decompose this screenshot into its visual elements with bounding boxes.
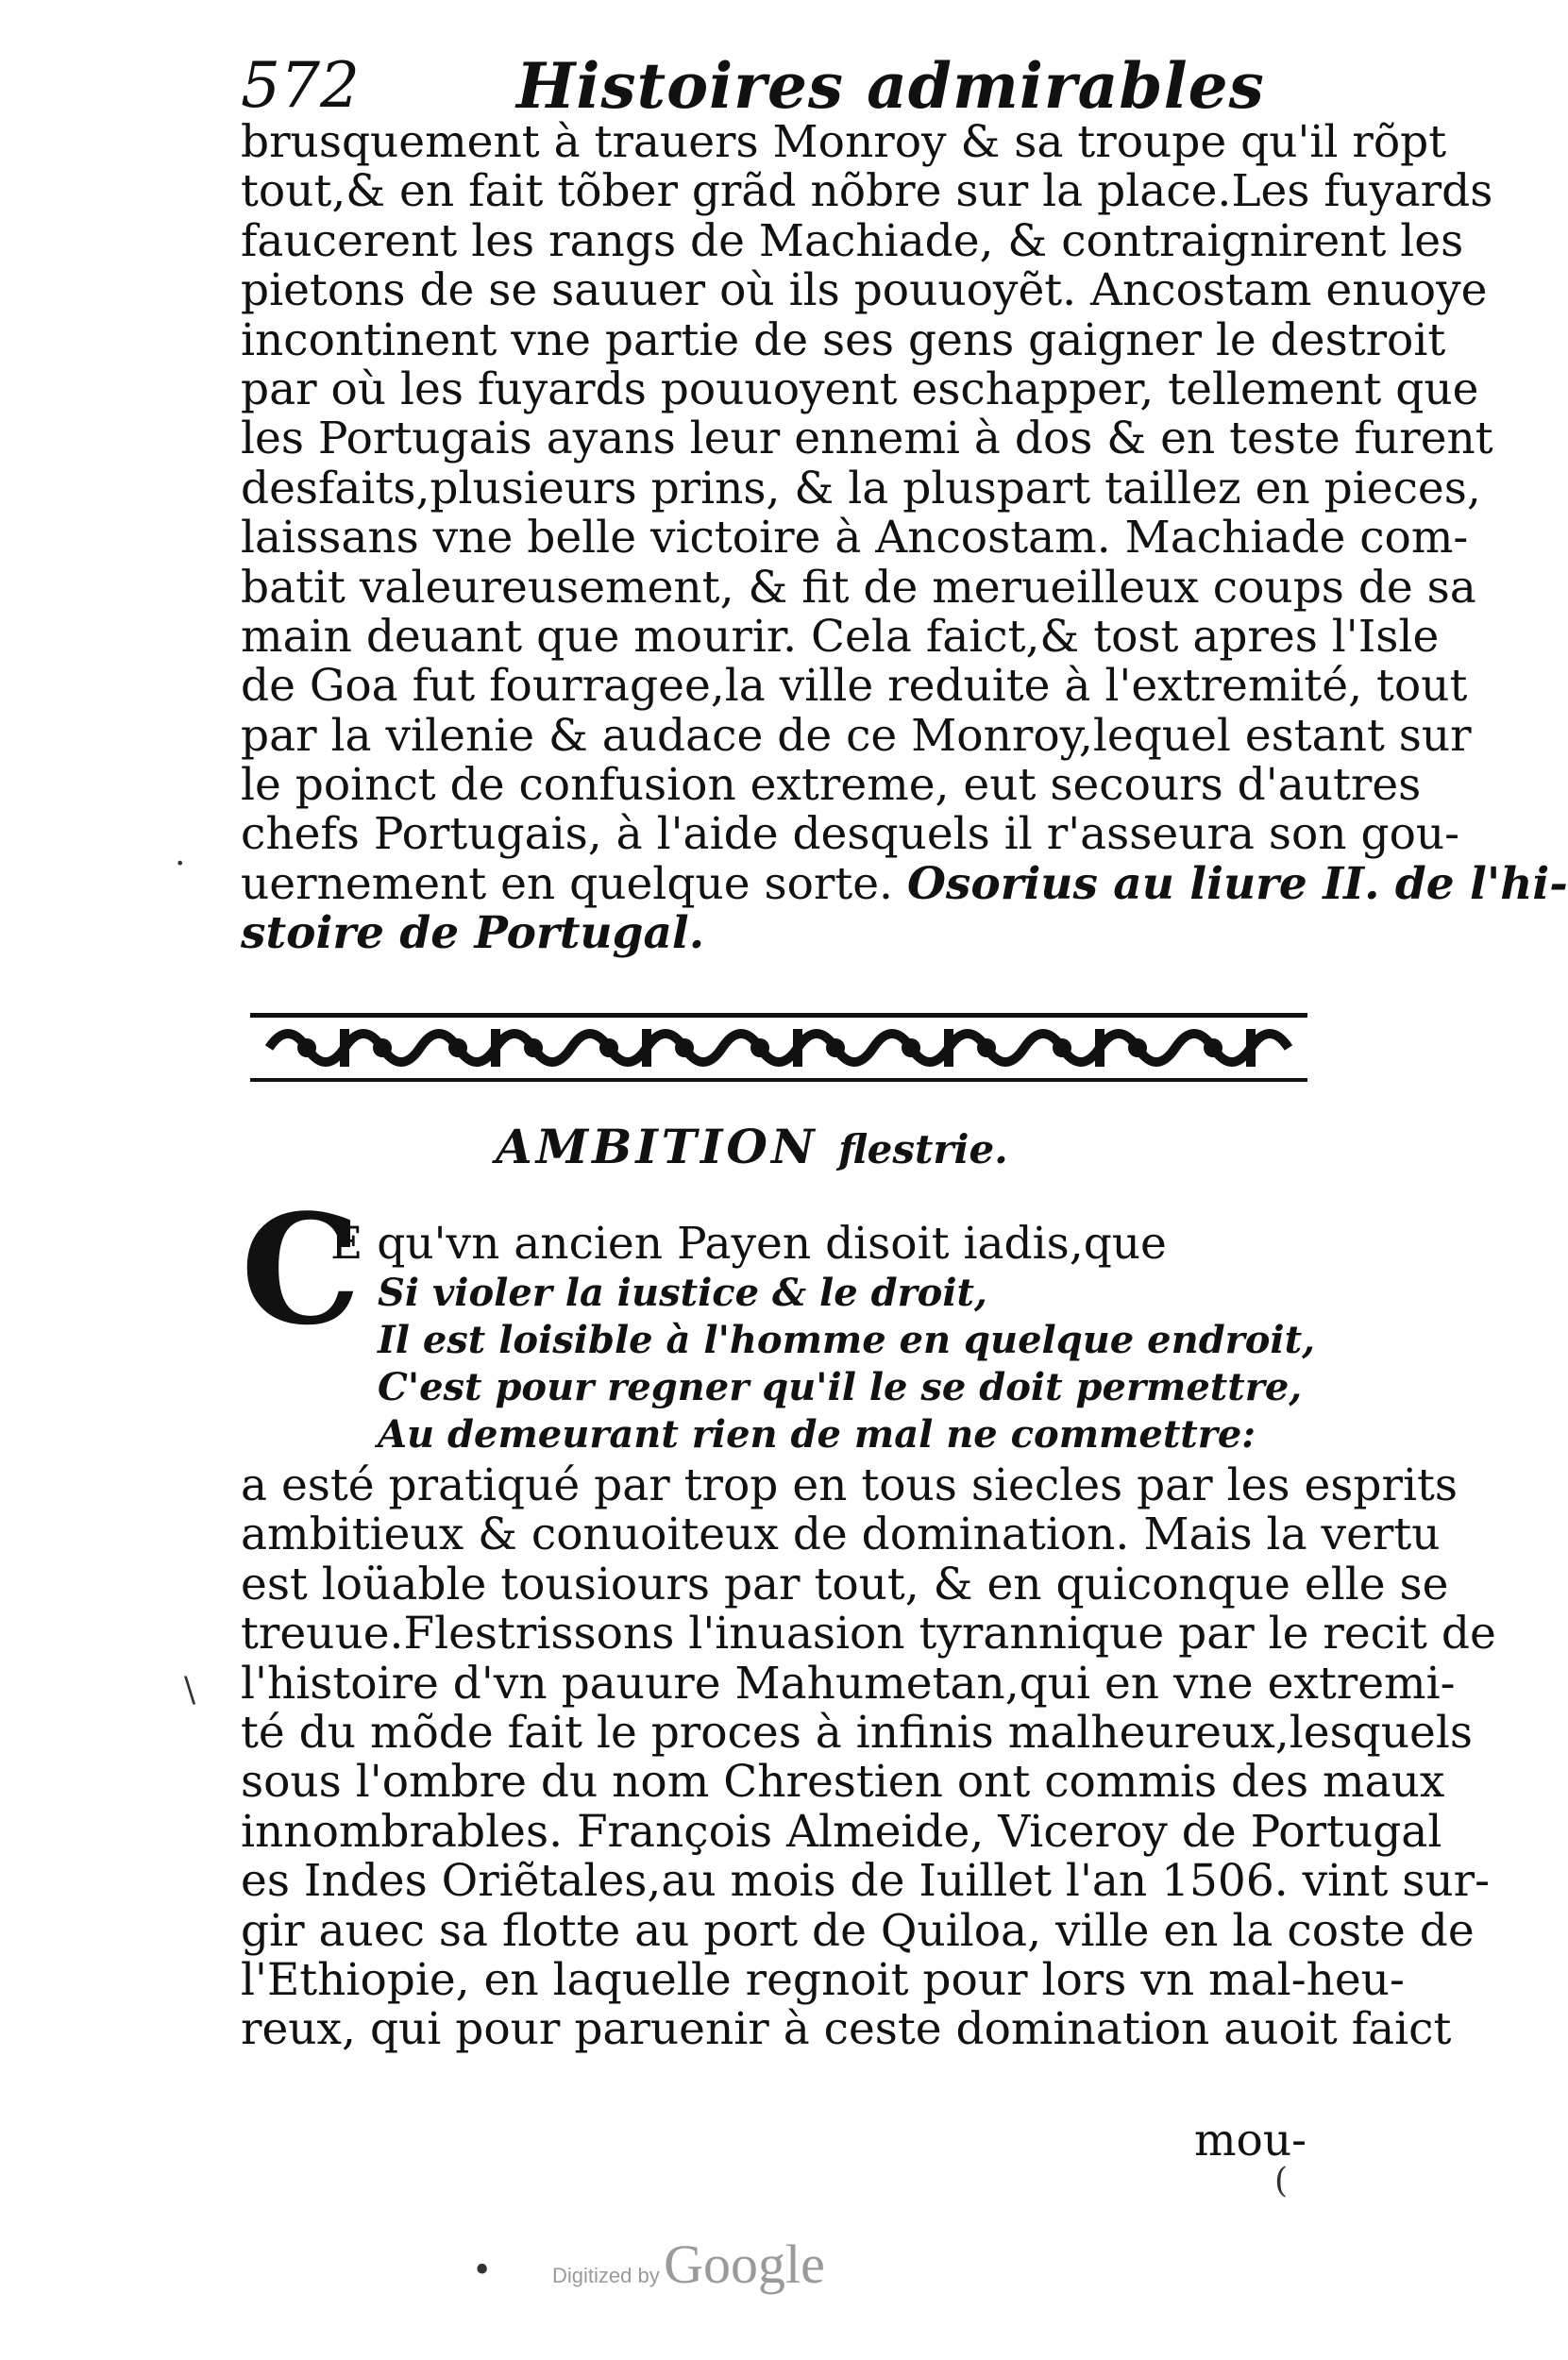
text-line: treuue.Flestrissons l'inuasion tyrannique par le recit de <box>241 1608 1496 1660</box>
margin-mark: • <box>472 2251 493 2290</box>
text-line: a esté pratiqué par trop en tous siecles par les esprits <box>241 1459 1458 1511</box>
text-line: faucerent les rangs de Machiade, & contraignirent les <box>241 214 1464 267</box>
text-line: incontinent vne partie de ses gens gaigner le destroit <box>241 313 1446 366</box>
ornamental-band <box>250 1005 1307 1090</box>
catchword: mou- <box>1193 2115 1307 2166</box>
text-line: ambitieux & conuoiteux de domination. Mais la vertu <box>241 1509 1441 1561</box>
body-text-bottom <box>241 1459 1496 2056</box>
citation: Osorius au liure II. de l'hi- <box>906 857 1568 910</box>
drop-capital: C <box>241 1181 362 1358</box>
text-line: gir auec sa flotte au port de Quiloa, ville en la coste de <box>241 1904 1475 1957</box>
verse-line: C'est pour regner qu'il le se doit permettre, <box>378 1365 1303 1409</box>
text-line: chefs Portugais, à l'aide desquels il r'asseura son gou- <box>241 808 1460 861</box>
watermark-brand: Google <box>664 2234 825 2295</box>
margin-mark: · <box>175 845 186 884</box>
text-line: de Goa fut fourragee,la ville reduite à l'extremité, tout <box>241 660 1468 713</box>
verse-quotation <box>378 1270 1315 1458</box>
text-line-citation <box>241 857 1568 910</box>
text-line: brusquement à trauers Monroy & sa troupe qu'il rõpt <box>241 116 1447 168</box>
running-title: Histoires admirables <box>516 49 1265 123</box>
text-line: par où les fuyards pouuoyent eschapper, tellement que <box>241 362 1479 415</box>
text-line: té du mõde fait le proces à infinis malheureux,lesquels <box>241 1706 1473 1759</box>
text-line: l'histoire d'vn pauure Mahumetan,qui en vne extremi- <box>241 1657 1456 1710</box>
text-line: par la vilenie & audace de ce Monroy,lequel estant sur <box>241 709 1472 762</box>
text-line: batit valeureusement, & fit de merueilleux coups de sa <box>241 561 1476 614</box>
section-title-main: AMBITION <box>496 1119 818 1174</box>
text-line: laissans vne belle victoire à Ancostam. Machiade com- <box>241 512 1469 565</box>
watermark-prefix: Digitized by <box>552 2264 660 2287</box>
text-line: est loüable tousiours par tout, & en quiconque elle se <box>241 1558 1449 1610</box>
text-line: es Indes Oriẽtales,au mois de Iuillet l'an 1506. vint sur- <box>241 1855 1491 1908</box>
text-fragment: uernement en quelque sorte. <box>241 857 893 910</box>
text-line: reux, qui pour paruenir à ceste domination auoit faict <box>241 2003 1452 2056</box>
section-title <box>496 1119 1008 1174</box>
section-title-sub: flestrie. <box>838 1126 1008 1172</box>
margin-mark: \ <box>184 1671 196 1710</box>
text-line: pietons de se sauuer où ils pouuoyẽt. Ancostam enuoye <box>241 264 1488 317</box>
text-line: tout,& en fait tõber grãd nõbre sur la place.Les fuyards <box>241 165 1493 218</box>
text-line: desfaits,plusieurs prins, & la pluspart taillez en pieces, <box>241 462 1481 514</box>
text-line: les Portugais ayans leur ennemi à dos & en teste furent <box>241 413 1493 465</box>
intro-line: E qu'vn ancien Payen disoit iadis,que <box>330 1218 1167 1270</box>
verse-line: Il est loisible à l'homme en quelque endroit, <box>378 1318 1316 1362</box>
citation-continued: stoire de Portugal. <box>241 907 705 960</box>
text-line: sous l'ombre du nom Chrestien ont commis des maux <box>241 1756 1445 1809</box>
margin-mark: ( <box>1274 2162 1289 2200</box>
body-text-top <box>241 116 1568 960</box>
verse-line: Si violer la iustice & le droit, <box>378 1271 987 1315</box>
text-line: le poinct de confusion extreme, eut secours d'autres <box>241 759 1422 812</box>
text-line: innombrables. François Almeide, Viceroy de Portugal <box>241 1805 1442 1858</box>
verse-line: Au demeurant rien de mal ne commettre: <box>378 1412 1256 1457</box>
text-line: main deuant que mourir. Cela faict,& tost apres l'Isle <box>241 610 1440 663</box>
page-number: 572 <box>241 49 360 122</box>
digitized-watermark <box>552 2233 825 2296</box>
text-line: l'Ethiopie, en laquelle regnoit pour lors vn mal-heu- <box>241 1953 1405 2006</box>
